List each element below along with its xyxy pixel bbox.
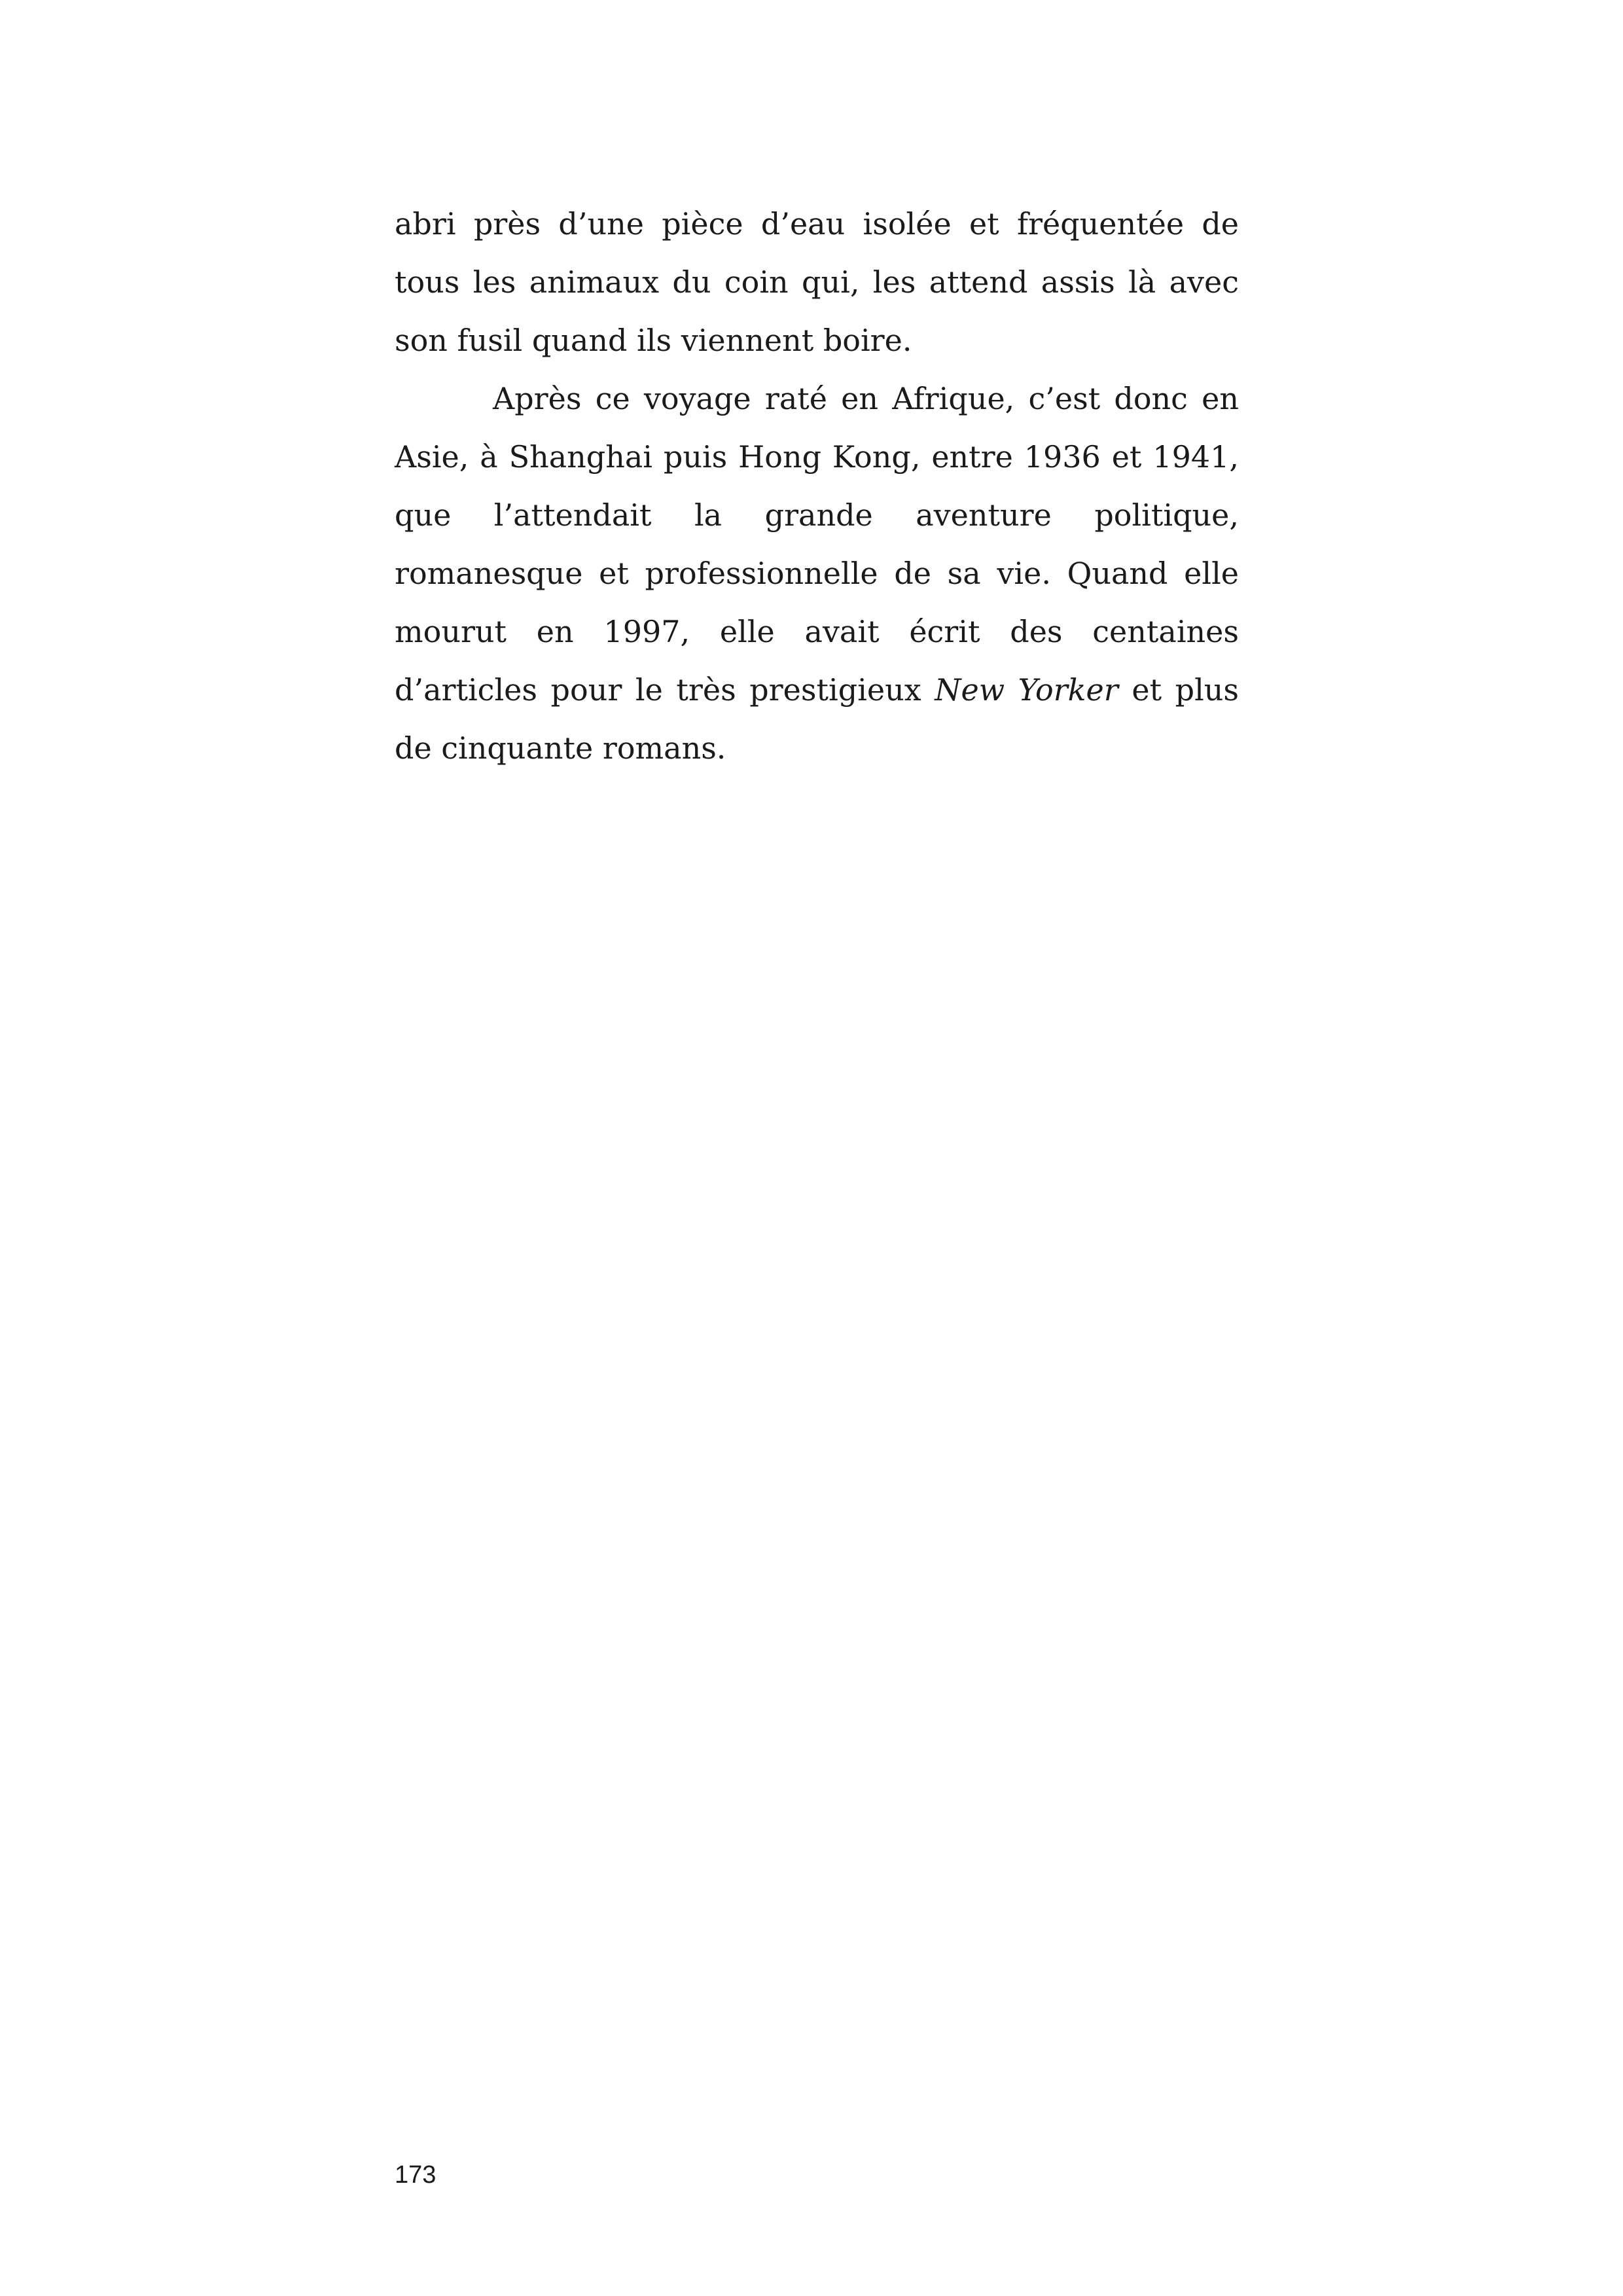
paragraph-1-text: abri près d’une pièce d’eau isolée et fréquentée de tous les animaux du coin qui, les attend assis là avec son fusil quand ils viennent boire.	[395, 206, 1239, 358]
paragraph-2-text-end: et plus de cinquante romans.	[395, 672, 1240, 766]
publication-title: New Yorker	[935, 672, 1118, 708]
body-text	[395, 195, 1239, 778]
paragraph-2-text-start: Après ce voyage raté en Afrique, c’est donc en Asie, à Shanghai puis Hong Kong, entre 1936 et 1941, que l’attendait la grande aventure politique, romanesque et professionnelle de sa vie. Quand elle mourut en 1997, elle avait écrit des centaines d’articles pour le très prestigieux	[395, 381, 1239, 708]
paragraph-new-yorker	[395, 370, 1239, 778]
paragraph-continued	[395, 195, 1239, 370]
page-number: 173	[395, 2161, 437, 2189]
